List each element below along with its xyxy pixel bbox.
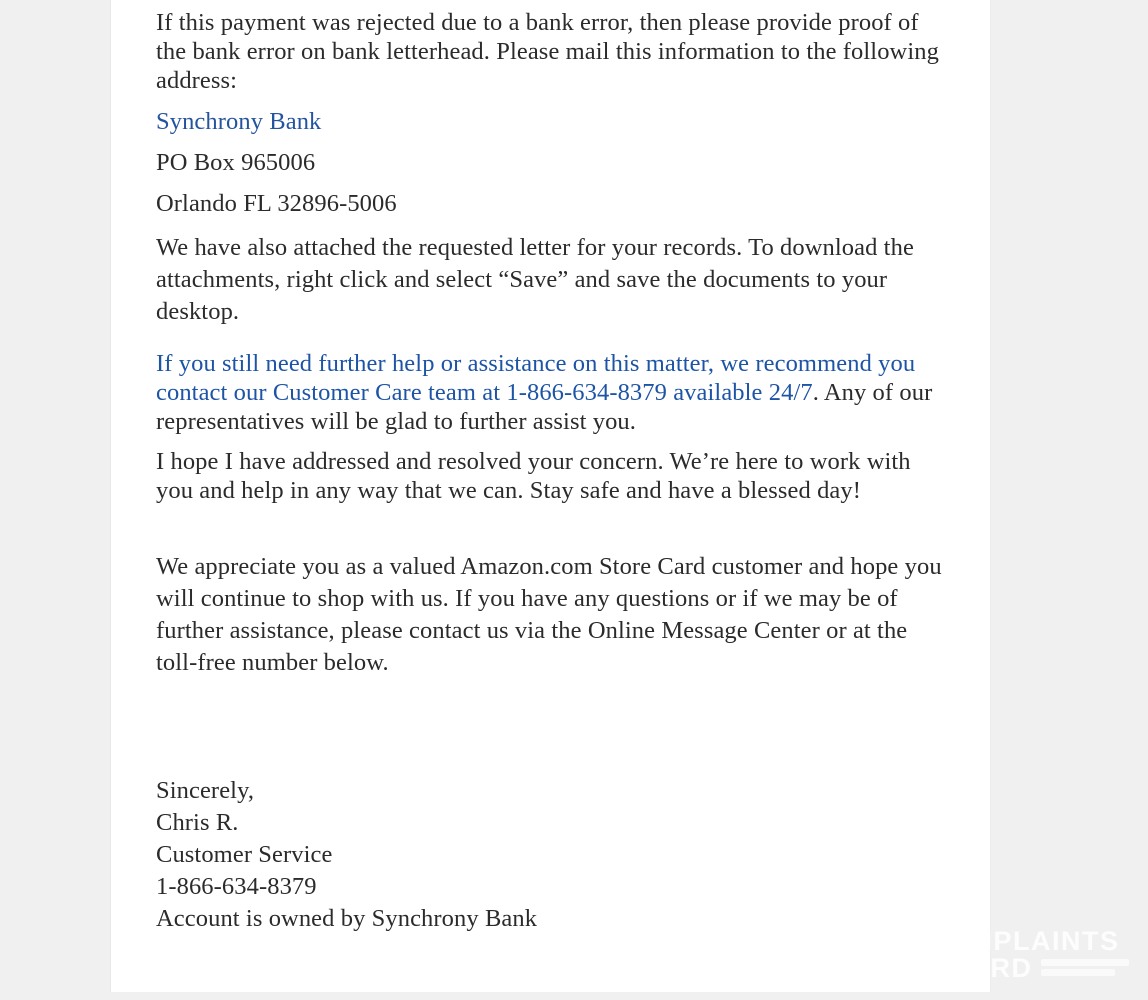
further-help-highlight: If you still need further help or assistance on this matter, we recommend you contact our Customer Care team at 1-866-634-8379 available 24/7 [156, 350, 916, 406]
paragraph-resolved: I hope I have addressed and resolved your concern. We’re here to work with you and help in any way that we can. Stay safe and have a blessed day! [156, 448, 911, 504]
synchrony-bank-link[interactable]: Synchrony Bank [156, 108, 322, 135]
address-po-box: PO Box 965006 [156, 149, 316, 176]
signature-ownership: Account is owned by Synchrony Bank [156, 905, 538, 932]
watermark-tagline-line [1041, 959, 1129, 966]
address-city-line: Orlando FL 32896-5006 [156, 190, 397, 217]
paragraph-further-help [156, 349, 946, 436]
paragraph-attachments: We have also attached the requested letter for your records. To download the attachments, right click and select “Save” and save the documents to your desktop. [156, 234, 914, 325]
signature-name: Chris R. [156, 809, 239, 836]
watermark-tagline [1041, 956, 1129, 979]
watermark-word-complaints: COMPLAINTS [926, 926, 1120, 956]
document-page [110, 0, 991, 992]
watermark-word-board: BOARD [926, 953, 1033, 983]
bank-link-line [156, 107, 946, 136]
paragraph-appreciate: We appreciate you as a valued Amazon.com Store Card customer and hope you will continue to shop with us. If you have any questions or if we may be of further assistance, please contact us via the Online Message Center or at the toll-free number below. [156, 553, 942, 676]
signature-block [156, 775, 946, 935]
signature-phone: 1-866-634-8379 [156, 873, 317, 900]
watermark-tagline-line [1041, 969, 1115, 976]
further-help-rest: . Any of our representatives will be glad to further assist you. [156, 379, 933, 435]
paragraph-bank-error: If this payment was rejected due to a bank error, then please provide proof of the bank error on bank letterhead. Please mail this information to the following address: [156, 9, 939, 94]
signature-closing: Sincerely, [156, 777, 255, 804]
signature-title: Customer Service [156, 841, 333, 868]
letter-body [111, 0, 990, 935]
